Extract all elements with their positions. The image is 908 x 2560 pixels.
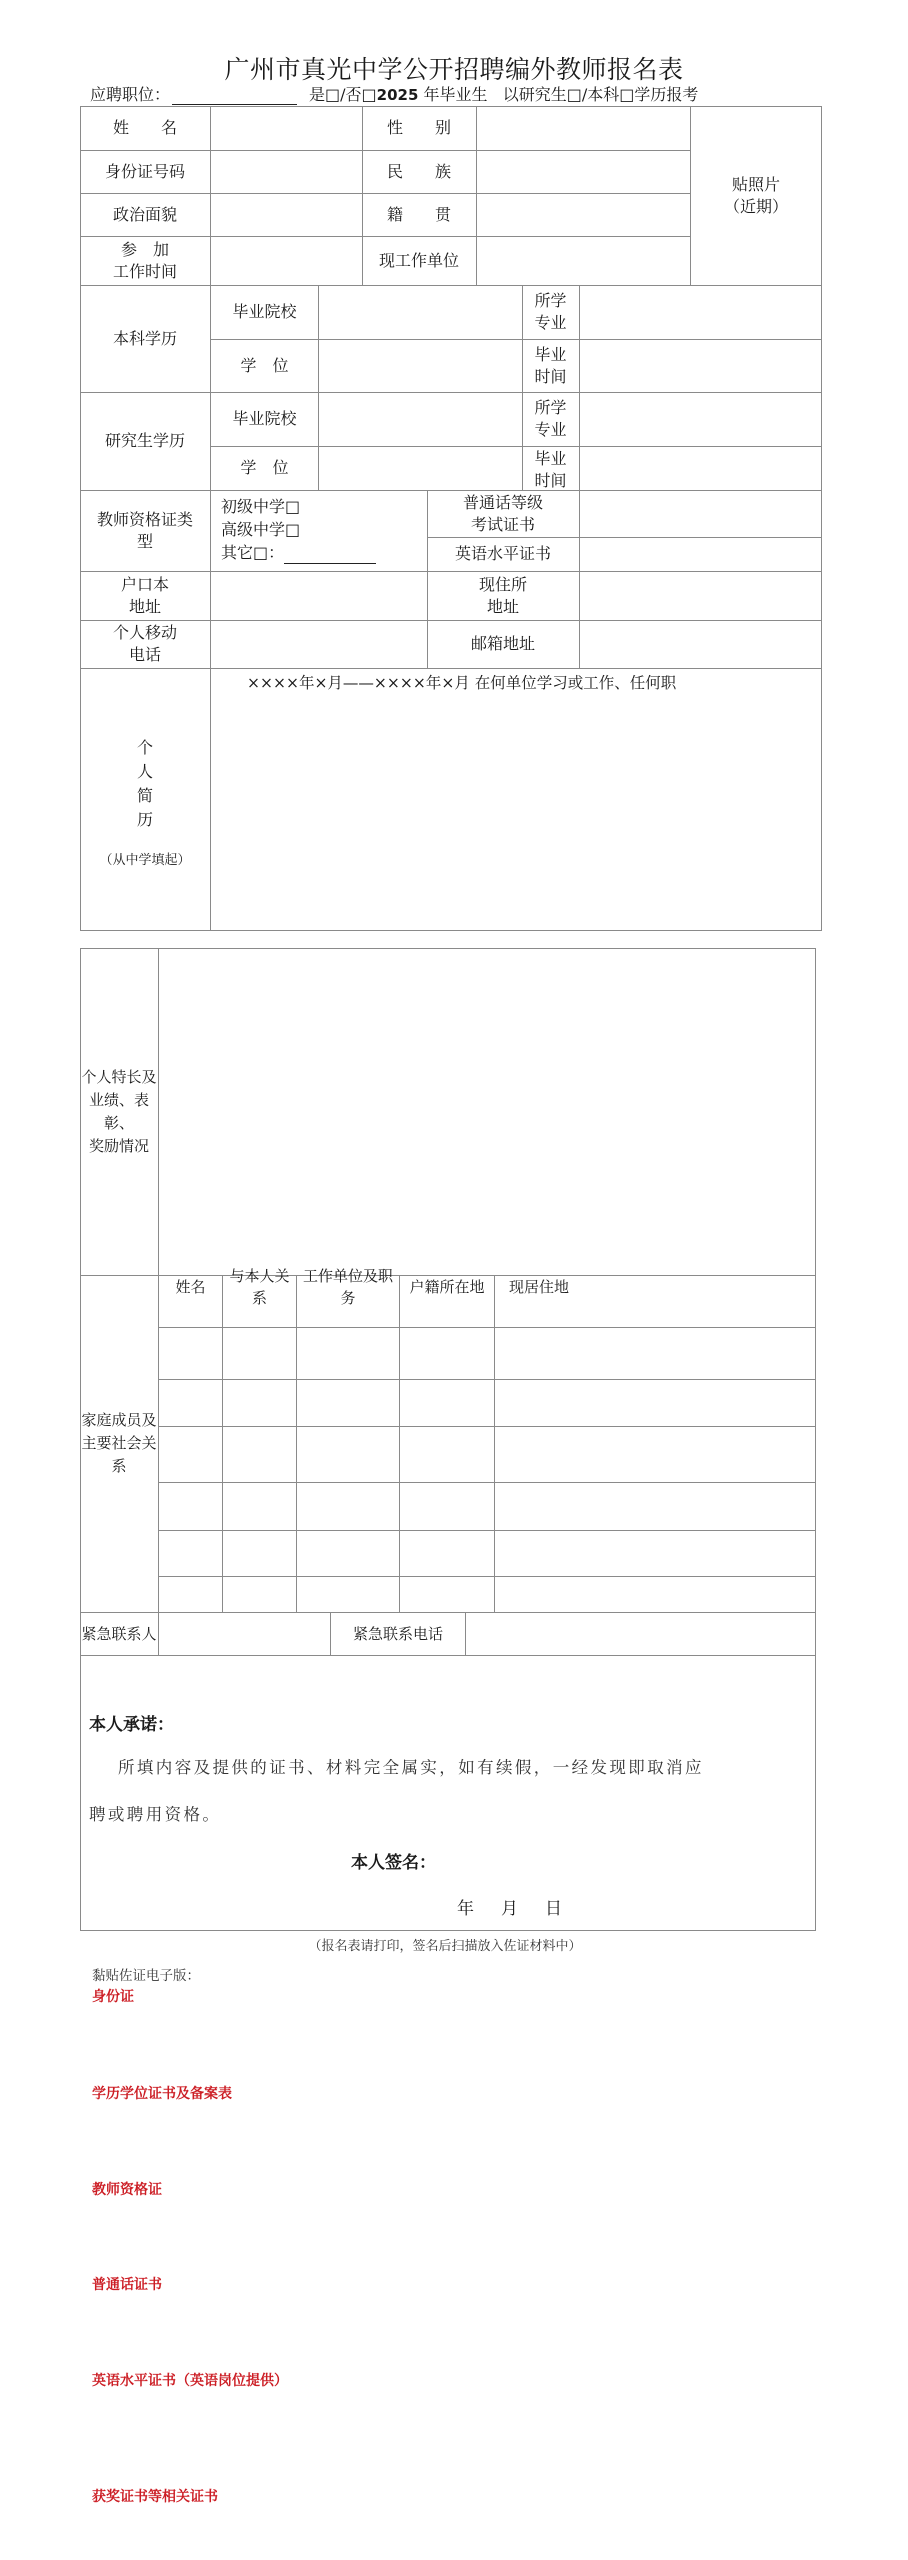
label-hukou-line2: 地址 — [128, 596, 161, 616]
attachments-heading: 黏贴佐证电子版： — [92, 1968, 200, 1984]
graduate-school-input[interactable] — [319, 392, 522, 446]
graduate-checkbox-group[interactable]: 是□/否□ — [309, 85, 377, 104]
resume-char: 历 — [136, 810, 153, 829]
label-achievements-line1: 个人特长及 — [81, 1067, 157, 1086]
label-work-start-line1: 参 加 — [120, 239, 169, 259]
label-graduate: 研究生学历 — [104, 431, 185, 450]
email-input[interactable] — [580, 620, 821, 668]
label-family-line2: 主要社会关 — [81, 1434, 157, 1452]
native-place-input[interactable] — [477, 193, 690, 236]
label-major-line2: 专业 — [534, 420, 567, 439]
checkbox-other-label: 其它□： — [221, 543, 285, 562]
resume-textarea[interactable] — [211, 668, 821, 930]
label-resume — [80, 668, 210, 930]
label-graduate-grad-time — [522, 446, 579, 490]
divider — [80, 1930, 816, 1931]
label-grad-time-line2: 时间 — [534, 366, 567, 386]
attachment-teacher-cert: 教师资格证 — [92, 2182, 162, 2198]
family-row[interactable] — [159, 1379, 815, 1426]
label-major-line1: 所学 — [534, 398, 567, 417]
label-major-line1: 所学 — [534, 291, 567, 310]
id-number-input[interactable] — [211, 150, 362, 193]
photo-placeholder[interactable] — [691, 106, 821, 285]
position-label: 应聘职位： — [90, 85, 171, 104]
resume-note: （从中学填起） — [99, 853, 191, 868]
label-teacher-cert-line2: 型 — [136, 531, 153, 551]
pledge-heading: 本人承诺： — [89, 1715, 174, 1735]
signature-label: 本人签名： — [351, 1853, 436, 1873]
divider — [80, 930, 822, 931]
label-ethnicity: 民 族 — [386, 161, 451, 181]
label-political: 政治面貌 — [112, 204, 177, 224]
attachment-id-card: 身份证 — [92, 1989, 134, 2005]
label-id-number: 身份证号码 — [104, 161, 185, 181]
label-mandarin-line1: 普通话等级 — [462, 492, 543, 512]
label-hukou-line1: 户口本 — [120, 574, 169, 594]
attachment-diploma: 学历学位证书及备案表 — [92, 2086, 232, 2102]
family-col-hukou: 户籍所在地 — [409, 1278, 485, 1296]
label-name: 姓 名 — [112, 118, 177, 137]
label-bachelor: 本科学历 — [112, 328, 177, 348]
divider — [815, 948, 816, 1931]
signature-field[interactable] — [381, 1842, 581, 1870]
date-day: 日 — [545, 1899, 562, 1919]
checkbox-senior-middle[interactable]: 高级中学□ — [221, 520, 301, 539]
bachelor-school-input[interactable] — [319, 285, 522, 339]
label-mandarin-line2: 考试证书 — [470, 514, 535, 534]
date-year: 年 — [457, 1899, 474, 1919]
gender-input[interactable] — [477, 106, 690, 150]
hukou-address-input[interactable] — [211, 571, 427, 620]
graduate-major-input[interactable] — [580, 392, 821, 446]
attachment-english-cert: 英语水平证书（英语岗位提供） — [92, 2373, 288, 2389]
resume-char: 简 — [136, 786, 153, 805]
label-graduate-school: 毕业院校 — [232, 409, 297, 428]
resume-char: 人 — [136, 762, 153, 781]
graduate-degree-input[interactable] — [319, 446, 522, 490]
family-col-employer: 工作单位及职务 — [302, 1267, 393, 1307]
label-teacher-cert-type — [80, 490, 210, 571]
attachment-awards: 获奖证书等相关证书 — [92, 2489, 218, 2505]
application-subline — [90, 82, 698, 105]
label-family — [80, 1275, 158, 1612]
position-input[interactable] — [172, 88, 297, 105]
label-residence-line1: 现住所 — [478, 574, 527, 594]
label-emergency-phone: 紧急联系电话 — [352, 1624, 443, 1643]
political-input[interactable] — [211, 193, 362, 236]
label-residence-line2: 地址 — [486, 596, 519, 616]
achievements-textarea[interactable] — [159, 948, 815, 1275]
label-email: 邮箱地址 — [470, 634, 535, 653]
graduate-grad-time-input[interactable] — [580, 446, 821, 490]
label-achievements-line3: 奖励情况 — [88, 1136, 149, 1155]
label-teacher-cert-line1: 教师资格证类 — [96, 509, 193, 529]
other-cert-input[interactable] — [284, 548, 376, 564]
bachelor-major-input[interactable] — [580, 285, 821, 339]
family-row[interactable] — [159, 1576, 815, 1612]
degree-choice-checkboxes[interactable]: 以研究生□/本科□学历报考 — [502, 85, 699, 104]
graduate-year: 2025 — [376, 86, 419, 104]
label-work-start-line2: 工作时间 — [112, 261, 177, 281]
current-employer-input[interactable] — [477, 236, 690, 285]
label-mobile-line2: 电话 — [128, 645, 161, 664]
bachelor-grad-time-input[interactable] — [580, 339, 821, 392]
date-month: 月 — [501, 1899, 518, 1919]
label-achievements-line2: 业绩、表彰、 — [88, 1090, 149, 1132]
label-native-place: 籍 贯 — [386, 204, 451, 224]
family-col-relationship: 与本人关系 — [229, 1267, 290, 1307]
residence-address-input[interactable] — [580, 571, 821, 620]
label-mobile — [80, 620, 210, 668]
label-family-line1: 家庭成员及 — [81, 1411, 157, 1429]
divider — [821, 106, 822, 931]
english-cert-input[interactable] — [580, 537, 821, 571]
family-row[interactable] — [159, 1530, 815, 1576]
label-mandarin-cert — [427, 490, 579, 537]
resume-char: 个 — [136, 738, 153, 757]
family-row[interactable] — [159, 1327, 815, 1379]
work-start-input[interactable] — [211, 236, 362, 285]
mandarin-cert-input[interactable] — [580, 490, 821, 537]
label-hukou-address — [80, 571, 210, 620]
bachelor-degree-input[interactable] — [319, 339, 522, 392]
label-emergency-contact: 紧急联系人 — [81, 1624, 157, 1643]
label-current-employer: 现工作单位 — [378, 250, 459, 270]
label-grad-time-line1: 毕业 — [534, 449, 567, 468]
graduate-suffix: 年毕业生 — [418, 85, 488, 104]
photo-note: （近期） — [723, 196, 788, 216]
mobile-input[interactable] — [211, 620, 427, 668]
label-bachelor-degree: 学 位 — [240, 355, 289, 375]
page-title: 广州市真光中学公开招聘编外教师报名表 — [224, 55, 684, 84]
label-residence-address — [427, 571, 579, 620]
teacher-cert-options — [221, 495, 376, 564]
checkbox-junior-middle[interactable]: 初级中学□ — [221, 497, 301, 516]
label-bachelor-school: 毕业院校 — [232, 302, 297, 321]
family-col-name: 姓名 — [175, 1278, 206, 1296]
label-achievements — [80, 948, 158, 1275]
resume-hint: ××××年×月——××××年×月 在何单位学习或工作、任何职 — [247, 674, 677, 692]
ethnicity-input[interactable] — [477, 150, 690, 193]
footer-note: （报名表请打印，签名后扫描放入佐证材料中） — [308, 1939, 582, 1954]
label-bachelor-grad-time — [522, 339, 579, 392]
label-bachelor-major — [522, 285, 579, 339]
label-major-line2: 专业 — [534, 313, 567, 332]
pledge-section — [81, 1656, 815, 1930]
label-gender: 性 别 — [386, 118, 451, 137]
label-english-cert: 英语水平证书 — [454, 544, 551, 563]
name-input[interactable] — [211, 106, 362, 150]
emergency-contact-input[interactable] — [159, 1612, 330, 1655]
checkbox-other[interactable] — [221, 541, 376, 564]
family-row[interactable] — [159, 1426, 815, 1482]
emergency-phone-input[interactable] — [466, 1612, 815, 1655]
label-graduate-degree: 学 位 — [240, 458, 289, 477]
photo-label: 贴照片 — [731, 174, 780, 194]
label-mobile-line1: 个人移动 — [112, 623, 177, 642]
label-graduate-major — [522, 392, 579, 446]
label-grad-time-line2: 时间 — [534, 471, 567, 490]
pledge-body-line1: 所填内容及提供的证书、材料完全属实，如有续假，一经发现即取消应 — [118, 1758, 704, 1777]
label-family-line3: 系 — [111, 1457, 127, 1475]
attachment-mandarin-cert: 普通话证书 — [92, 2277, 162, 2293]
pledge-body-line2: 聘或聘用资格。 — [89, 1805, 222, 1824]
family-row[interactable] — [159, 1482, 815, 1530]
label-work-start — [80, 236, 210, 285]
family-col-residence: 现居住地 — [509, 1278, 570, 1296]
label-grad-time-line1: 毕业 — [534, 344, 567, 364]
